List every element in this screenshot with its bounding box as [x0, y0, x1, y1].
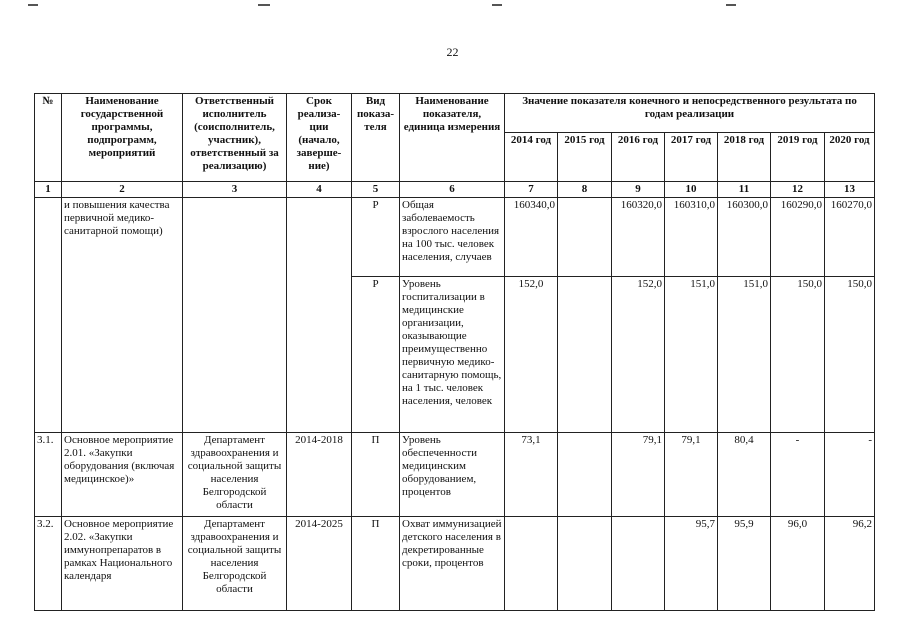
indicators-table	[34, 93, 875, 611]
row-indicator: Уровень госпитализации в медицинские организации, оказывающие преимущественно первичную медико-санитарную помощь, на 1 тыс. человек населения, человек	[400, 277, 505, 433]
row-value: 151,0	[718, 277, 771, 433]
row-period	[287, 277, 352, 433]
row-value	[558, 198, 612, 277]
page-number: 22	[446, 45, 459, 59]
header-executor: Ответственный исполнитель (соисполнитель, участник), ответственный за реализацию)	[183, 94, 287, 182]
scan-mark	[28, 4, 38, 6]
row-name: и повышения качества первичной медико-санитарной помощи)	[62, 198, 183, 277]
row-value: 79,1	[665, 433, 718, 517]
column-number: 3	[183, 182, 287, 198]
header-year: 2016 год	[612, 133, 665, 182]
row-period	[287, 198, 352, 277]
column-number: 1	[35, 182, 62, 198]
row-value	[558, 433, 612, 517]
row-name: Основное мероприятие 2.01. «Закупки оборудования (включая медицинское)»	[62, 433, 183, 517]
row-value: 73,1	[505, 433, 558, 517]
row-executor	[183, 198, 287, 277]
column-number: 7	[505, 182, 558, 198]
header-year: 2020 год	[825, 133, 875, 182]
header-name: Наименование государственной программы, подпрограмм, мероприятий	[62, 94, 183, 182]
row-value: 160320,0	[612, 198, 665, 277]
column-number: 13	[825, 182, 875, 198]
scan-mark	[492, 4, 502, 6]
row-value: 152,0	[612, 277, 665, 433]
row-value: 152,0	[505, 277, 558, 433]
header-indicator: Наименование показателя, единица измерения	[400, 94, 505, 182]
table-row	[35, 517, 875, 611]
row-num	[35, 198, 62, 277]
row-value: -	[771, 433, 825, 517]
column-number: 2	[62, 182, 183, 198]
row-value: 160300,0	[718, 198, 771, 277]
row-value: 160310,0	[665, 198, 718, 277]
row-value	[612, 517, 665, 611]
column-number: 8	[558, 182, 612, 198]
column-number: 4	[287, 182, 352, 198]
scan-mark	[726, 4, 736, 6]
row-indicator: Уровень обеспеченности медицинским оборудованием, процентов	[400, 433, 505, 517]
row-period: 2014-2018	[287, 433, 352, 517]
row-value: 95,7	[665, 517, 718, 611]
row-value: 96,2	[825, 517, 875, 611]
row-value: 80,4	[718, 433, 771, 517]
row-name	[62, 277, 183, 433]
row-value: 150,0	[771, 277, 825, 433]
header-num: №	[35, 94, 62, 182]
row-num: 3.2.	[35, 517, 62, 611]
column-number: 10	[665, 182, 718, 198]
table-row	[35, 277, 875, 433]
row-value: 79,1	[612, 433, 665, 517]
table-row	[35, 198, 875, 277]
row-value: 151,0	[665, 277, 718, 433]
row-value	[558, 277, 612, 433]
header-year: 2019 год	[771, 133, 825, 182]
row-executor: Департамент здравоохранения и социальной защиты населения Белгородской области	[183, 433, 287, 517]
row-indicator: Общая заболеваемость взрослого населения на 100 тыс. человек населения, случаев	[400, 198, 505, 277]
column-number: 9	[612, 182, 665, 198]
row-num: 3.1.	[35, 433, 62, 517]
row-num	[35, 277, 62, 433]
header-year: 2015 год	[558, 133, 612, 182]
row-value: 150,0	[825, 277, 875, 433]
row-value: 96,0	[771, 517, 825, 611]
scan-mark	[258, 4, 270, 6]
row-executor	[183, 277, 287, 433]
row-value: 160290,0	[771, 198, 825, 277]
column-number: 5	[352, 182, 400, 198]
table-row	[35, 433, 875, 517]
row-value	[558, 517, 612, 611]
row-type: Р	[352, 277, 400, 433]
row-type: П	[352, 433, 400, 517]
row-type: Р	[352, 198, 400, 277]
header-row	[35, 94, 875, 133]
header-period: Срок реализа-ции (начало, заверше-ние)	[287, 94, 352, 182]
header-year: 2018 год	[718, 133, 771, 182]
row-value: 160340,0	[505, 198, 558, 277]
row-executor: Департамент здравоохранения и социальной защиты населения Белгородской области	[183, 517, 287, 611]
row-value: 95,9	[718, 517, 771, 611]
header-values-group: Значение показателя конечного и непосредственного результата по годам реализации	[505, 94, 875, 133]
header-year: 2017 год	[665, 133, 718, 182]
column-number-row	[35, 182, 875, 198]
row-indicator: Охват иммунизацией детского населения в декретированные сроки, процентов	[400, 517, 505, 611]
column-number: 12	[771, 182, 825, 198]
row-name: Основное мероприятие 2.02. «Закупки иммунопрепаратов в рамках Национального календаря	[62, 517, 183, 611]
header-year: 2014 год	[505, 133, 558, 182]
row-period: 2014-2025	[287, 517, 352, 611]
row-value	[505, 517, 558, 611]
row-value: 160270,0	[825, 198, 875, 277]
column-number: 11	[718, 182, 771, 198]
header-type: Вид показа-теля	[352, 94, 400, 182]
column-number: 6	[400, 182, 505, 198]
row-value: -	[825, 433, 875, 517]
row-type: П	[352, 517, 400, 611]
